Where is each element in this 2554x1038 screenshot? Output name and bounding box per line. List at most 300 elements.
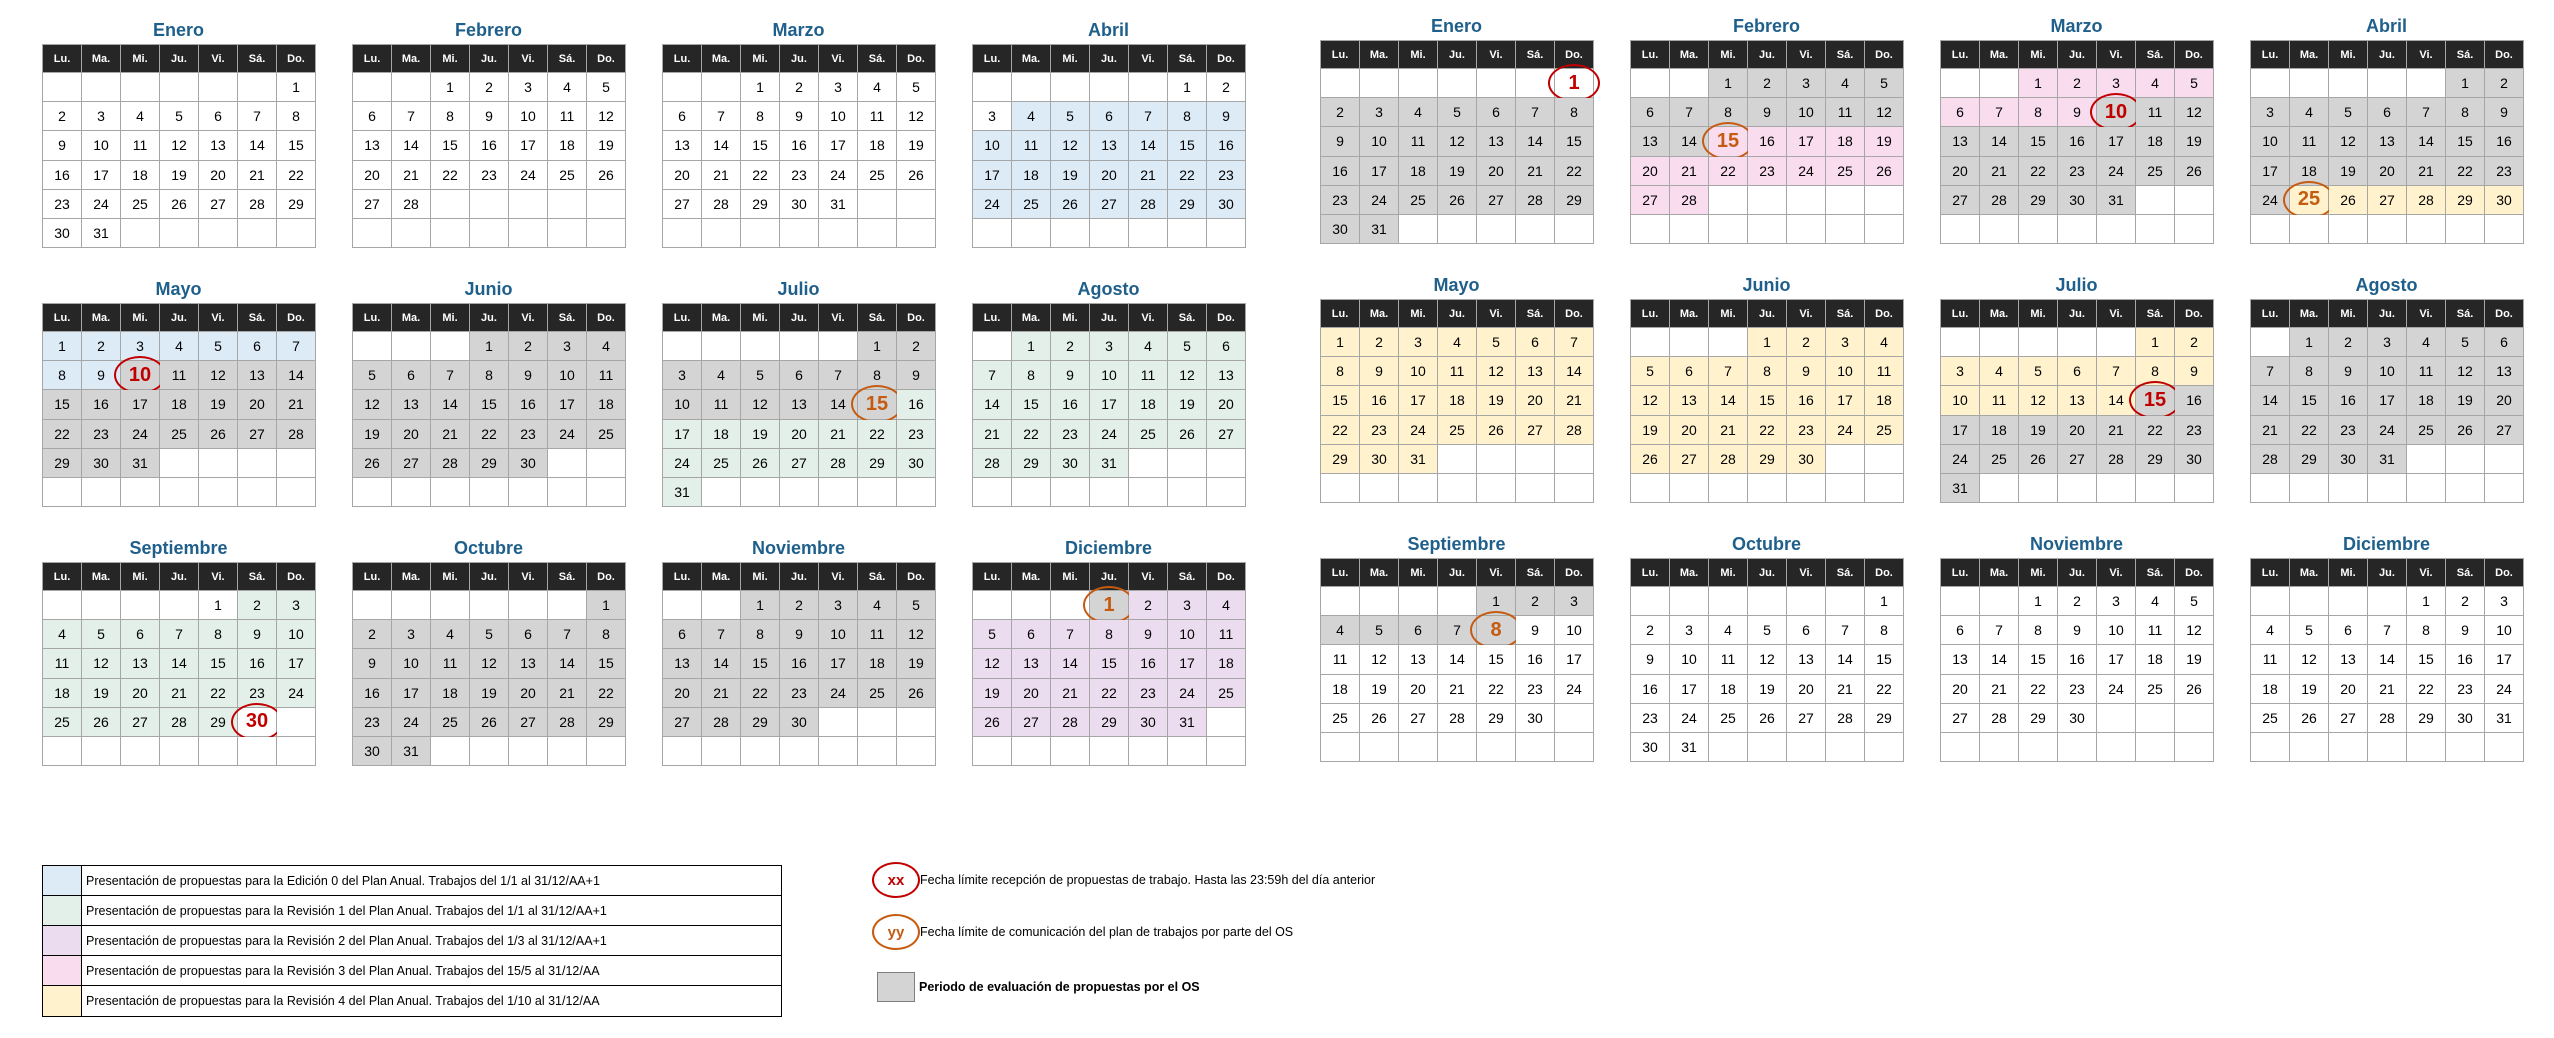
day-cell: 4 [121, 102, 160, 131]
empty-cell [741, 219, 780, 248]
weekday-header: Sá. [548, 563, 587, 591]
day-cell: 16 [1787, 386, 1826, 415]
day-cell: 4 [1709, 616, 1748, 645]
day-cell: 28 [973, 449, 1012, 478]
day-cell: 6 [1941, 98, 1980, 127]
day-cell: 3 [82, 102, 121, 131]
day-cell: 4 [1321, 616, 1360, 645]
day-cell: 13 [1631, 127, 1670, 156]
empty-cell [1207, 737, 1246, 766]
day-cell: 5 [2290, 616, 2329, 645]
day-cell: 8 [43, 361, 82, 390]
month-marzo-1 [662, 18, 935, 249]
weekday-header: Lu. [973, 45, 1012, 73]
empty-cell [2290, 733, 2329, 762]
day-cell: 14 [1051, 649, 1090, 678]
empty-cell [43, 478, 82, 507]
day-cell: 21 [973, 420, 1012, 449]
day-cell: 25 [548, 161, 587, 190]
day-cell: 5 [1168, 332, 1207, 361]
month-junio-2 [1630, 273, 1903, 504]
empty-cell [973, 737, 1012, 766]
day-cell: 2 [470, 73, 509, 102]
day-cell: 14 [1980, 645, 2019, 674]
day-cell: 24 [1360, 186, 1399, 215]
weekday-header: Lu. [353, 45, 392, 73]
day-cell: 23 [470, 161, 509, 190]
day-cell: 8 [1555, 98, 1594, 127]
day-cell: 5 [897, 73, 936, 102]
day-cell: 20 [1631, 157, 1670, 186]
empty-cell [2368, 587, 2407, 616]
month-marzo-2 [1940, 14, 2213, 245]
day-cell: 10 [2485, 616, 2524, 645]
day-cell: 29 [741, 708, 780, 737]
empty-cell [973, 73, 1012, 102]
empty-cell [741, 478, 780, 507]
month-title: Agosto [1077, 279, 1140, 299]
day-cell: 3 [1670, 616, 1709, 645]
day-cell: 26 [1865, 157, 1904, 186]
weekday-header: Sá. [1826, 300, 1865, 328]
empty-cell [741, 332, 780, 361]
day-cell: 16 [238, 649, 277, 678]
empty-cell [702, 73, 741, 102]
day-cell: 29 [1477, 704, 1516, 733]
day-cell: 19 [1865, 127, 1904, 156]
day-cell: 1 [199, 591, 238, 620]
day-cell: 20 [1477, 157, 1516, 186]
day-cell: 10 [2368, 357, 2407, 386]
day-cell: 11 [2136, 98, 2175, 127]
day-cell: 23 [2329, 416, 2368, 445]
empty-cell [2175, 474, 2214, 503]
empty-cell [663, 219, 702, 248]
weekday-header: Ma. [392, 304, 431, 332]
day-cell: 20 [1941, 675, 1980, 704]
weekday-header: Ju. [1090, 563, 1129, 591]
empty-cell [1941, 733, 1980, 762]
day-cell: 6 [1207, 332, 1246, 361]
day-cell: 15 [43, 390, 82, 419]
day-cell: 23 [780, 679, 819, 708]
weekday-header: Lu. [1941, 41, 1980, 69]
day-cell: 27 [509, 708, 548, 737]
weekday-header: Ju. [780, 45, 819, 73]
day-cell: 28 [1980, 704, 2019, 733]
day-cell: 17 [2097, 127, 2136, 156]
day-cell: 2 [1516, 587, 1555, 616]
day-cell: 1 [2290, 328, 2329, 357]
day-cell: 2 [2058, 587, 2097, 616]
weekday-header: Lu. [353, 563, 392, 591]
empty-cell [1090, 737, 1129, 766]
month-title: Marzo [2050, 16, 2103, 36]
day-cell: 29 [587, 708, 626, 737]
day-cell: 5 [1865, 69, 1904, 98]
day-cell: 15 [1090, 649, 1129, 678]
weekday-header: Vi. [2097, 559, 2136, 587]
day-cell: 13 [121, 649, 160, 678]
day-cell: 2 [1051, 332, 1090, 361]
day-cell: 15 [1555, 127, 1594, 156]
empty-cell [1670, 328, 1709, 357]
day-cell: 24 [1941, 445, 1980, 474]
empty-cell [1631, 587, 1670, 616]
day-cell: 11 [1865, 357, 1904, 386]
day-cell: 24 [819, 161, 858, 190]
month-title: Marzo [772, 20, 825, 40]
day-cell: 20 [509, 679, 548, 708]
empty-cell [1360, 69, 1399, 98]
day-cell: 7 [1438, 616, 1477, 645]
legend-text: Presentación de propuestas para la Edición 0 del Plan Anual. Trabajos del 1/1 al 31/12/AA+1 [86, 873, 600, 888]
day-cell: 26 [199, 420, 238, 449]
weekday-header: Ju. [2058, 41, 2097, 69]
day-cell: 3 [1090, 332, 1129, 361]
empty-cell [1168, 449, 1207, 478]
day-cell: 31 [1168, 708, 1207, 737]
weekday-header: Ma. [82, 45, 121, 73]
legend-row [43, 866, 781, 896]
empty-cell [1090, 219, 1129, 248]
day-cell: 10 [663, 390, 702, 419]
day-cell: 5 [82, 620, 121, 649]
day-cell: 12 [160, 131, 199, 160]
day-cell: 17 [392, 679, 431, 708]
empty-cell [160, 478, 199, 507]
empty-cell [353, 591, 392, 620]
day-cell: 30 [1787, 445, 1826, 474]
day-cell: 7 [1826, 616, 1865, 645]
day-cell: 16 [1207, 131, 1246, 160]
day-cell: 25 [2407, 416, 2446, 445]
day-cell: 13 [663, 131, 702, 160]
day-cell: 5 [897, 591, 936, 620]
day-cell: 26 [1748, 704, 1787, 733]
day-cell: 29 [858, 449, 897, 478]
weekday-header: Ma. [1360, 300, 1399, 328]
empty-cell [1826, 733, 1865, 762]
day-cell: 21 [1438, 675, 1477, 704]
weekday-header: Vi. [1477, 41, 1516, 69]
day-cell: 29 [2290, 445, 2329, 474]
empty-cell [1709, 186, 1748, 215]
day-cell: 10 [819, 620, 858, 649]
empty-cell [431, 190, 470, 219]
day-cell: 17 [1787, 127, 1826, 156]
empty-cell [1129, 219, 1168, 248]
empty-cell [780, 737, 819, 766]
weekday-header: Vi. [1129, 304, 1168, 332]
weekday-header: Vi. [509, 563, 548, 591]
day-cell: 16 [1748, 127, 1787, 156]
day-cell: 31 [2485, 704, 2524, 733]
day-cell: 19 [1438, 157, 1477, 186]
day-cell: 12 [1360, 645, 1399, 674]
weekday-header: Vi. [509, 45, 548, 73]
deadline-day-cell: 10 [2097, 98, 2136, 127]
empty-cell [121, 591, 160, 620]
day-cell: 19 [1631, 416, 1670, 445]
day-cell: 8 [2407, 616, 2446, 645]
day-cell: 11 [1709, 645, 1748, 674]
day-cell: 1 [741, 591, 780, 620]
day-cell: 13 [1012, 649, 1051, 678]
empty-cell [973, 478, 1012, 507]
day-cell: 22 [1090, 679, 1129, 708]
day-cell: 7 [1051, 620, 1090, 649]
day-cell: 6 [1787, 616, 1826, 645]
empty-cell [199, 478, 238, 507]
day-cell: 12 [1477, 357, 1516, 386]
month-title: Mayo [155, 279, 202, 299]
day-cell: 29 [1090, 708, 1129, 737]
weekday-header: Mi. [431, 45, 470, 73]
weekday-header: Sá. [858, 304, 897, 332]
day-cell: 29 [2019, 704, 2058, 733]
day-cell: 12 [1631, 386, 1670, 415]
weekday-header: Ju. [2368, 41, 2407, 69]
day-cell: 11 [2407, 357, 2446, 386]
deadline-communication-text: Fecha límite de comunicación del plan de trabajos por parte del OS [920, 925, 1294, 939]
day-cell: 29 [1555, 186, 1594, 215]
weekday-header: Ma. [2290, 41, 2329, 69]
day-cell: 27 [1787, 704, 1826, 733]
deadline-day-cell: 1 [1090, 591, 1129, 620]
day-cell: 10 [392, 649, 431, 678]
weekday-header: Sá. [1516, 559, 1555, 587]
day-cell: 28 [2251, 445, 2290, 474]
empty-cell [1709, 474, 1748, 503]
day-cell: 6 [1012, 620, 1051, 649]
weekday-header: Ju. [470, 45, 509, 73]
month-grid [1320, 558, 1594, 762]
day-cell: 10 [82, 131, 121, 160]
day-cell: 26 [897, 161, 936, 190]
day-cell: 31 [82, 219, 121, 248]
weekday-header: Vi. [819, 45, 858, 73]
day-cell: 1 [1709, 69, 1748, 98]
empty-cell [2136, 215, 2175, 244]
month-grid [1630, 299, 1904, 503]
empty-cell [2251, 69, 2290, 98]
day-cell: 17 [1670, 675, 1709, 704]
day-cell: 8 [2290, 357, 2329, 386]
empty-cell [1631, 69, 1670, 98]
day-cell: 25 [160, 420, 199, 449]
empty-cell [1012, 219, 1051, 248]
day-cell: 18 [1865, 386, 1904, 415]
day-cell: 22 [431, 161, 470, 190]
day-cell: 23 [1787, 416, 1826, 445]
empty-cell [2446, 474, 2485, 503]
weekday-header: Do. [2175, 300, 2214, 328]
empty-cell [2097, 474, 2136, 503]
day-cell: 30 [82, 449, 121, 478]
empty-cell [2446, 215, 2485, 244]
day-cell: 6 [663, 102, 702, 131]
day-cell: 10 [548, 361, 587, 390]
day-cell: 3 [392, 620, 431, 649]
day-cell: 9 [1748, 98, 1787, 127]
empty-cell [897, 737, 936, 766]
day-cell: 9 [780, 102, 819, 131]
day-cell: 25 [858, 679, 897, 708]
day-cell: 30 [1207, 190, 1246, 219]
day-cell: 17 [1360, 157, 1399, 186]
period-legend [42, 865, 782, 1017]
empty-cell [780, 478, 819, 507]
day-cell: 1 [2407, 587, 2446, 616]
day-cell: 17 [973, 161, 1012, 190]
empty-cell [2097, 215, 2136, 244]
day-cell: 13 [1516, 357, 1555, 386]
weekday-header: Ju. [2368, 300, 2407, 328]
day-cell: 14 [2368, 645, 2407, 674]
legend-text: Presentación de propuestas para la Revisión 3 del Plan Anual. Trabajos del 15/5 al 31/12/AA [86, 963, 600, 978]
empty-cell [470, 219, 509, 248]
weekday-header: Mi. [121, 563, 160, 591]
day-cell: 21 [431, 420, 470, 449]
day-cell: 22 [2407, 675, 2446, 704]
day-cell: 27 [1631, 186, 1670, 215]
empty-cell [587, 737, 626, 766]
weekday-header: Vi. [2407, 559, 2446, 587]
weekday-header: Lu. [1631, 300, 1670, 328]
day-cell: 10 [1360, 127, 1399, 156]
weekday-header: Lu. [663, 304, 702, 332]
empty-cell [2136, 733, 2175, 762]
day-cell: 26 [1631, 445, 1670, 474]
day-cell: 22 [2290, 416, 2329, 445]
day-cell: 11 [858, 102, 897, 131]
weekday-header: Sá. [2136, 559, 2175, 587]
day-cell: 22 [587, 679, 626, 708]
weekday-header: Ma. [2290, 300, 2329, 328]
day-cell: 12 [2019, 386, 2058, 415]
weekday-header: Ju. [160, 304, 199, 332]
day-cell: 26 [2446, 416, 2485, 445]
day-cell: 12 [1438, 127, 1477, 156]
day-cell: 15 [2019, 645, 2058, 674]
weekday-header: Ma. [82, 563, 121, 591]
day-cell: 1 [2019, 587, 2058, 616]
day-cell: 6 [1670, 357, 1709, 386]
empty-cell [121, 219, 160, 248]
weekday-header: Sá. [2446, 41, 2485, 69]
empty-cell [2407, 733, 2446, 762]
day-cell: 19 [973, 679, 1012, 708]
day-cell: 5 [470, 620, 509, 649]
weekday-header: Sá. [2446, 559, 2485, 587]
weekday-header: Lu. [43, 45, 82, 73]
day-cell: 10 [1670, 645, 1709, 674]
day-cell: 19 [2329, 157, 2368, 186]
day-cell: 3 [663, 361, 702, 390]
empty-cell [82, 478, 121, 507]
empty-cell [819, 737, 858, 766]
empty-cell [1748, 215, 1787, 244]
day-cell: 11 [43, 649, 82, 678]
day-cell: 14 [431, 390, 470, 419]
day-cell: 18 [2136, 645, 2175, 674]
weekday-header: Vi. [199, 45, 238, 73]
empty-cell [1360, 474, 1399, 503]
weekday-header: Vi. [199, 304, 238, 332]
empty-cell [1555, 704, 1594, 733]
day-cell: 9 [82, 361, 121, 390]
day-cell: 22 [199, 679, 238, 708]
day-cell: 19 [2446, 386, 2485, 415]
day-cell: 17 [1941, 416, 1980, 445]
day-cell: 22 [741, 679, 780, 708]
weekday-header: Ma. [1360, 559, 1399, 587]
day-cell: 28 [702, 190, 741, 219]
empty-cell [1516, 474, 1555, 503]
weekday-header: Mi. [121, 304, 160, 332]
empty-cell [2368, 733, 2407, 762]
day-cell: 13 [199, 131, 238, 160]
legend-deadline-communication [872, 914, 1293, 950]
day-cell: 6 [2329, 616, 2368, 645]
day-cell: 15 [741, 131, 780, 160]
day-cell: 1 [1748, 328, 1787, 357]
weekday-header: Sá. [1168, 45, 1207, 73]
day-cell: 10 [2251, 127, 2290, 156]
weekday-header: Do. [587, 563, 626, 591]
day-cell: 13 [1207, 361, 1246, 390]
day-cell: 19 [1360, 675, 1399, 704]
day-cell: 26 [470, 708, 509, 737]
weekday-header: Do. [1555, 559, 1594, 587]
empty-cell [82, 737, 121, 766]
empty-cell [1865, 733, 1904, 762]
day-cell: 21 [702, 161, 741, 190]
day-cell: 27 [1207, 420, 1246, 449]
day-cell: 7 [973, 361, 1012, 390]
weekday-header: Do. [587, 304, 626, 332]
day-cell: 26 [2290, 704, 2329, 733]
weekday-header: Ju. [470, 563, 509, 591]
day-cell: 1 [43, 332, 82, 361]
day-cell: 14 [702, 649, 741, 678]
empty-cell [1941, 587, 1980, 616]
empty-cell [1012, 737, 1051, 766]
day-cell: 24 [1670, 704, 1709, 733]
day-cell: 26 [160, 190, 199, 219]
empty-cell [353, 219, 392, 248]
empty-cell [509, 591, 548, 620]
day-cell: 26 [82, 708, 121, 737]
day-cell: 29 [470, 449, 509, 478]
day-cell: 21 [1670, 157, 1709, 186]
day-cell: 16 [509, 390, 548, 419]
day-cell: 9 [1051, 361, 1090, 390]
empty-cell [2097, 328, 2136, 357]
day-cell: 25 [1980, 445, 2019, 474]
empty-cell [1477, 733, 1516, 762]
empty-cell [1709, 587, 1748, 616]
empty-cell [43, 73, 82, 102]
day-cell: 18 [2136, 127, 2175, 156]
day-cell: 20 [2368, 157, 2407, 186]
empty-cell [1438, 587, 1477, 616]
day-cell: 3 [2368, 328, 2407, 357]
day-cell: 20 [1941, 157, 1980, 186]
day-cell: 15 [2019, 127, 2058, 156]
day-cell: 19 [2175, 127, 2214, 156]
